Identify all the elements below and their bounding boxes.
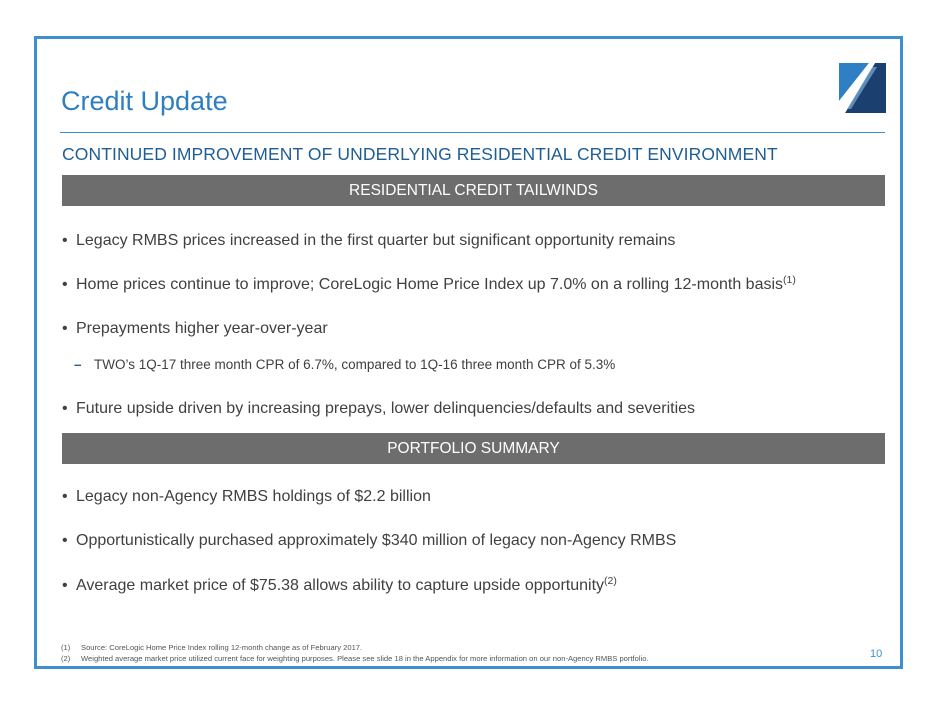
slide-subtitle: CONTINUED IMPROVEMENT OF UNDERLYING RESIDENTIAL CREDIT ENVIRONMENT — [62, 144, 778, 164]
bullet-text: Average market price of $75.38 allows ability to capture upside opportunity — [76, 577, 605, 594]
footnote-number: (1) — [61, 643, 71, 652]
footnote-text: Weighted average market price utilized current face for weighting purposes. Please see slide 18 in the Appendix for more information on our non-Agency RMBS portfolio. — [81, 654, 649, 663]
bullet-icon: • — [62, 232, 68, 249]
bullet-text: Legacy non-Agency RMBS holdings of $2.2 billion — [76, 488, 431, 505]
bullet-icon: • — [62, 320, 68, 337]
list-item — [62, 274, 796, 294]
bullet-footnote-ref: (2) — [604, 575, 617, 587]
bullet-footnote-ref: (1) — [783, 274, 796, 286]
footnote-text: Source: CoreLogic Home Price Index rolling 12-month change as of February 2017. — [81, 643, 363, 652]
bullet-text: Prepayments higher year-over-year — [76, 320, 328, 337]
section-header-portfolio-summary: PORTFOLIO SUMMARY — [62, 433, 885, 464]
bullet-icon: • — [62, 488, 68, 505]
dash-icon: – — [74, 357, 82, 372]
page-number: 10 — [870, 648, 883, 660]
bullet-text: Opportunistically purchased approximately $340 million of legacy non-Agency RMBS — [76, 532, 677, 549]
list-item — [62, 530, 676, 550]
company-logo-icon — [839, 63, 886, 113]
footnote — [61, 654, 649, 663]
list-item — [62, 230, 675, 250]
page-title: Credit Update — [61, 86, 228, 116]
bullet-icon: • — [62, 577, 68, 594]
bullet-text: Future upside driven by increasing prepays, lower delinquencies/defaults and severities — [76, 400, 696, 417]
list-item — [62, 575, 617, 595]
bullet-text: Home prices continue to improve; CoreLogic Home Price Index up 7.0% on a rolling 12-month basis — [76, 276, 784, 293]
footnote-number: (2) — [61, 654, 71, 663]
sub-bullet-text: TWO’s 1Q-17 three month CPR of 6.7%, compared to 1Q-16 three month CPR of 5.3% — [94, 357, 616, 372]
list-item — [62, 398, 695, 418]
bullet-icon: • — [62, 532, 68, 549]
bullet-icon: • — [62, 400, 68, 417]
bullet-icon: • — [62, 276, 68, 293]
title-divider — [60, 132, 885, 133]
list-item — [62, 486, 431, 506]
sub-list-item — [74, 357, 615, 372]
list-item — [62, 318, 328, 338]
bullet-text: Legacy RMBS prices increased in the first quarter but significant opportunity remains — [76, 232, 676, 249]
section-header-credit-tailwinds: RESIDENTIAL CREDIT TAILWINDS — [62, 175, 885, 206]
footnote — [61, 643, 362, 652]
